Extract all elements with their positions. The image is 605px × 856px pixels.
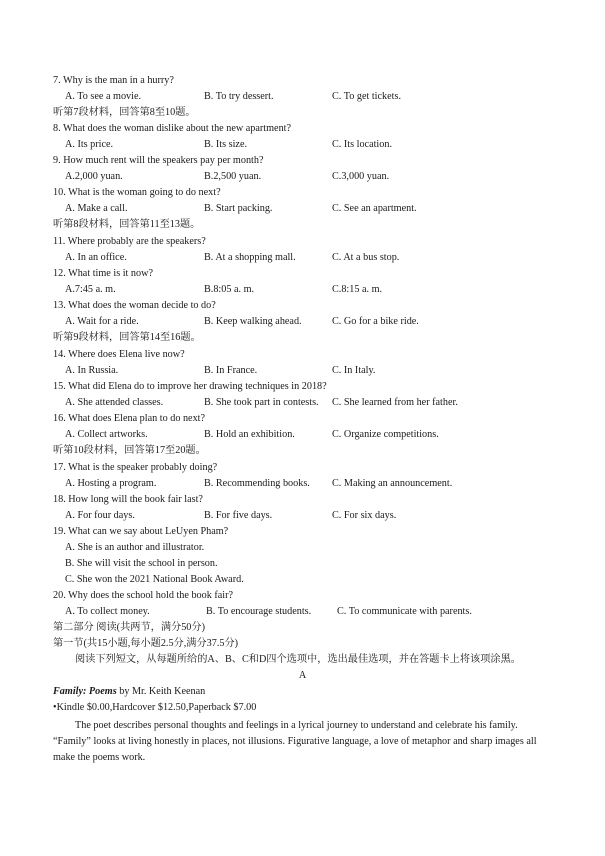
option-c: C.3,000 yuan.: [332, 171, 390, 182]
option-c: C. Go for a bike ride.: [332, 316, 419, 327]
option-a: A. Wait for a ride.: [65, 316, 139, 327]
option-c: C. Organize competitions.: [332, 429, 439, 440]
option-c: C. Making an announcement.: [332, 478, 453, 489]
option-b: B. Start packing.: [204, 203, 273, 214]
option-a: A. Make a call.: [65, 203, 128, 214]
option-a: A. She is an author and illustrator.: [65, 542, 205, 553]
question-8: 8. What does the woman dislike about the new apartment?: [53, 123, 292, 134]
option-c: C. At a bus stop.: [332, 252, 400, 263]
instruction-9: 听第9段材料，回答第14至16题。: [53, 332, 201, 343]
option-a: A. To collect money.: [65, 606, 150, 617]
section1-heading: 第一节(共15小题,每小题2.5分,满分37.5分): [53, 638, 239, 649]
part2-heading: 第二部分 阅读(共两节，满分50分): [53, 622, 205, 633]
option-b: B. She took part in contests.: [204, 397, 319, 408]
book-heading: [53, 686, 205, 698]
option-b: B. At a shopping mall.: [204, 252, 296, 263]
question-14: 14. Where does Elena live now?: [53, 349, 185, 360]
option-c: C. For six days.: [332, 510, 397, 521]
option-c: C. In Italy.: [332, 365, 376, 376]
option-b: B. To try dessert.: [204, 91, 274, 102]
option-a: A. To see a movie.: [65, 91, 142, 102]
question-19: 19. What can we say about LeUyen Pham?: [53, 526, 229, 537]
question-17: 17. What is the speaker probably doing?: [53, 462, 218, 473]
book-title: Family: Poems: [53, 686, 117, 697]
option-c: C. See an apartment.: [332, 203, 417, 214]
option-b: B. Hold an exhibition.: [204, 429, 295, 440]
question-10: 10. What is the woman going to do next?: [53, 187, 221, 198]
option-c: C. To get tickets.: [332, 91, 401, 102]
option-c: C. Its location.: [332, 139, 392, 150]
option-b: B.8:05 a. m.: [204, 284, 255, 295]
question-7: 7. Why is the man in a hurry?: [53, 75, 174, 86]
option-b: B. She will visit the school in person.: [65, 558, 218, 569]
book-author: by Mr. Keith Keenan: [116, 686, 206, 697]
question-18: 18. How long will the book fair last?: [53, 494, 203, 505]
option-a: A. For four days.: [65, 510, 135, 521]
instruction-7: 听第7段材料，回答第8至10题。: [53, 107, 196, 118]
instruction-10: 听第10段材料，回答第17至20题。: [53, 445, 206, 456]
option-a: A. Hosting a program.: [65, 478, 157, 489]
option-a: A. In Russia.: [65, 365, 119, 376]
question-11: 11. Where probably are the speakers?: [53, 236, 206, 247]
option-b: B. To encourage students.: [206, 606, 312, 617]
directions: 阅读下列短文，从每题所给的A、B、C和D四个选项中，选出最佳选项，并在答题卡上将该项涂黑。: [75, 654, 521, 665]
option-a: A. Its price.: [65, 139, 114, 150]
option-c: C. She learned from her father.: [332, 397, 458, 408]
question-13: 13. What does the woman decide to do?: [53, 300, 216, 311]
instruction-8: 听第8段材料，回答第11至13题。: [53, 219, 201, 230]
question-12: 12. What time is it now?: [53, 268, 153, 279]
option-b: B. For five days.: [204, 510, 273, 521]
option-a: A.2,000 yuan.: [65, 171, 123, 182]
book-description: The poet describes personal thoughts and feelings in a lyrical journey to understand and celebrate his family. “Family” looks at living honestly in places, not illusions. Figurative language, a love of metaphor and sharp images all make the poems work.: [53, 720, 537, 763]
option-b: B. Its size.: [204, 139, 248, 150]
option-b: B. In France.: [204, 365, 258, 376]
option-c: C. She won the 2021 National Book Award.: [65, 574, 244, 585]
passage-letter: A: [298, 670, 307, 681]
option-a: A. She attended classes.: [65, 397, 164, 408]
option-a: A. Collect artworks.: [65, 429, 148, 440]
option-a: A.7:45 a. m.: [65, 284, 116, 295]
book-prices: •Kindle $0.00,Hardcover $12.50,Paperback $7.00: [53, 702, 257, 713]
question-20: 20. Why does the school hold the book fair?: [53, 590, 234, 601]
question-9: 9. How much rent will the speakers pay per month?: [53, 155, 264, 166]
option-c: C.8:15 a. m.: [332, 284, 383, 295]
question-15: 15. What did Elena do to improve her drawing techniques in 2018?: [53, 381, 327, 392]
option-c: C. To communicate with parents.: [337, 606, 472, 617]
question-16: 16. What does Elena plan to do next?: [53, 413, 206, 424]
option-a: A. In an office.: [65, 252, 127, 263]
option-b: B. Keep walking ahead.: [204, 316, 302, 327]
option-b: B. Recommending books.: [204, 478, 310, 489]
option-b: B.2,500 yuan.: [204, 171, 262, 182]
